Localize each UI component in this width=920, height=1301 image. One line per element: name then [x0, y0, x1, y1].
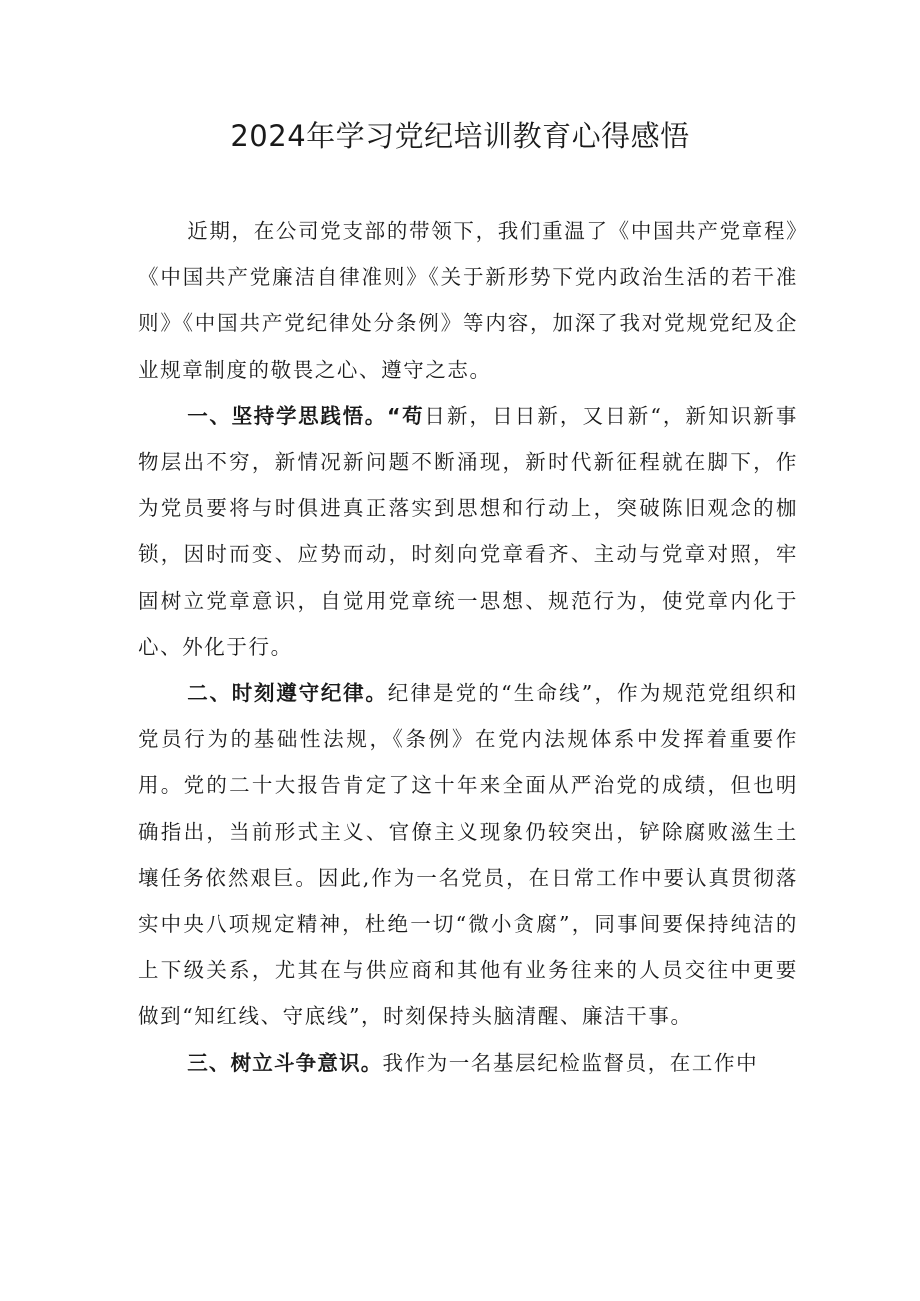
paragraph-text: 我作为一名基层纪检监督员，在工作中 [382, 1050, 759, 1075]
paragraph-section-2 [138, 670, 798, 1040]
paragraph-intro [138, 208, 798, 393]
paragraph-text: 纪律是党的“生命线”，作为规范党组织和党员行为的基础性法规，《条例》在党内法规体系中发挥着重要作用。党的二十大报告肯定了这十年来全面从严治党的成绩，但也明确指出，当前形式主义、官僚主义现象仍较突出，铲除腐败滋生土壤任务依然艰巨。因此,作为一名党员，在日常工作中要认真贯彻落实中央八项规定精神，杜绝一切“微小贪腐”，同事间要保持纯洁的上下级关系，尤其在与供应商和其他有业务往来的人员交往中更要做到“知红线、守底线”，时刻保持头脑清醒、廉洁干事。 [138, 681, 798, 1029]
section-heading: 二、时刻遵守纪律。 [187, 681, 388, 706]
paragraph-section-3 [138, 1040, 798, 1086]
document-title: 2024年学习党纪培训教育心得感悟 [230, 119, 690, 153]
paragraph-section-1 [138, 393, 798, 670]
section-heading: 一、坚持学思践悟。“苟 [187, 403, 425, 428]
section-heading: 三、树立斗争意识。 [187, 1050, 383, 1075]
paragraph-text: 日新，日日新，又日新“，新知识新事物层出不穷，新情况新问题不断涌现，新时代新征程就在脚下，作为党员要将与时俱进真正落实到思想和行动上，突破陈旧观念的枷锁，因时而变、应势而动，时刻向党章看齐、主动与党章对照，牢固树立党章意识，自觉用党章统一思想、规范行为，使党章内化于心、外化于行。 [138, 403, 798, 659]
document-body [138, 208, 798, 1086]
paragraph-text: 近期，在公司党支部的带领下，我们重温了《中国共产党章程》《中国共产党廉洁自律准则》《关于新形势下党内政治生活的若干准则》《中国共产党纪律处分条例》等内容，加深了我对党规党纪及企业规章制度的敬畏之心、遵守之志。 [138, 219, 798, 382]
